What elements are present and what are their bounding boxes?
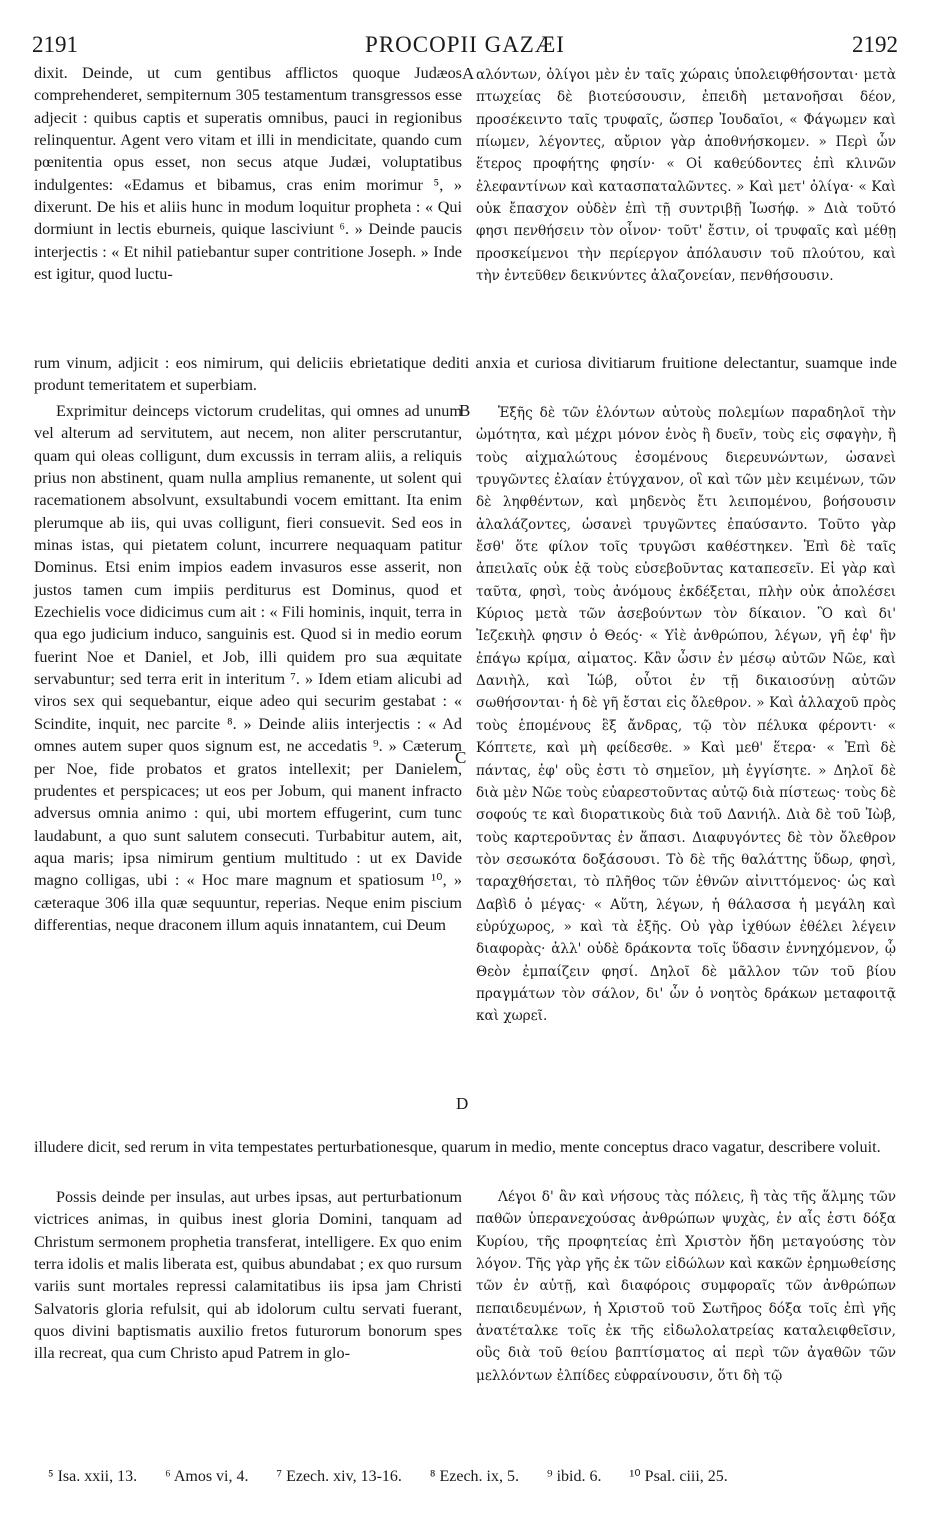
greek-column-d: [476, 1186, 896, 1387]
section-marker-c: C: [455, 748, 467, 767]
footnote: ¹⁰ Psal. ciii, 25.: [629, 1468, 728, 1485]
footnote: ⁵ Isa. xxii, 13.: [48, 1468, 138, 1485]
greek-text-b: Ἑξῆς δὲ τῶν ἑλόντων αὐτοὺς πολεμίων παραδηλοῖ τὴν ὠμότητα, καὶ μέχρι μόνον ἑνὸς ἢ δυεῖν, τοὺς εἰς σφαγὴν, ἢ τοὺς αἰχμαλώτους ἐσομένους διερευνώντων, ὡσανεὶ τρυγῶντες ἐλαίαν ἐτύγχανον, οἳ καὶ τῶν μὲν κειμένων, τῶν δὲ ληφθέντων, καὶ μηδενὸς ἔτι λειπομένου, βοήσουσιν ἀλαλάζοντες, ὡσανεὶ τρυγῶντες ἐπαύσαντο. Τοῦτο γὰρ ἔσθ' ὅτε φίλον τοῖς τρυγῶσι καθέστηκεν. Ἐπὶ δὲ ταῖς ἀπειλαῖς οὐκ ἐᾷ τοὺς εὐσεβοῦντας καταπεσεῖν. Εἰ γὰρ καὶ ταῦτα, φησὶ, τοὺς ἀνόμους ἐκδέξεται, πλὴν οὐκ ἀπολέσει Κύριος μετὰ τῶν ἀσεβούντων τὸν δίκαιον. Ὃ καὶ δι' Ἰεζεκιὴλ φησιν ὁ Θεός· « Υἱὲ ἀνθρώπου, λέγων, γῆ ἐφ' ἣν ἐπάγω κρίμα, αἱματος. Κἂν ὦσιν ἐν μέσῳ αὐτῶν Νῶε, καὶ Δανιὴλ, καὶ Ἰώβ, οὗτοι ἐν τῇ δικαιοσύνῃ αὐτῶν σωθήσονται· ἡ δὲ γῆ ἔσται εἰς ὄλεθρον. » Καὶ ἀλλαχοῦ πρὸς τοὺς ἑπομένους ἓξ ἄνδρας, τῷ τὸν πέλυκα φέροντι· « Κόπτετε, καὶ μὴ φείδεσθε. » Καὶ μεθ' ἕτερα· « Ἐπὶ δὲ πάντας, ἐφ' οὓς ἐστι τὸ σημεῖον, μὴ ἐγγίσητε. » Δηλοῖ δὲ διὰ μὲν Νῶε τοὺς εὐαρεστοῦντας αὐτῷ διὰ πίστεως· τοὺς δὲ σοφούς τε καὶ διορατικοὺς διὰ τοῦ Δανιήλ. Διὰ δὲ τοῦ Ἰὼβ, τοὺς καρτεροῦντας ἐν ἅπασι. Διαφυγόντες δὲ τὸν ὄλεθρον τὸν σεσωκότα δοξάσουσι. Τὸ δὲ τῆς θαλάττης ὕδωρ, φησὶ, ταραχθήσεται, τὸ πλῆθος τῶν ἐθνῶν αἰνιττόμενος· ὡς καὶ Δαβὶδ ὁ μέγας· « Αὕτη, λέγων, ἡ θάλασσα ἡ μεγάλη καὶ εὐρύχωρος, » καὶ τὰ ἑξῆς. Οὐ γὰρ ἰχθύων ἐθέλει λέγειν διαφορὰς· ἀλλ' οὐδὲ δράκοντα τοῖς ὕδασιν ἐννηχόμενον, ᾧ Θεὸν ἐμπαίζειν φησί. Δηλοῖ δὲ μᾶλλον τῶν τοῦ βίου πραγμάτων τὸν σάλον, δι' ὧν ὁ νοητὸς δράκων μεταφοιτᾷ καὶ χωρεῖ.: [476, 405, 896, 1025]
latin-text-d: Possis deinde per insulas, aut urbes ipsas, aut perturbationum victrices animas, in quibus inest gloria Domini, tanquam ad Christum sermonem prophetia transferat, intelligere. Ex quo enim terra idolis et malis liberata est, quibus abundabat ; ex quo rursum variis sunt mortales repressi calamitatibus iis ipsa jam Christi Salvatoris gloria refulsit, qui ab idolorum cultu servati fuerant, quos divini baptismatis auxilio fretos futurorum bonorum spes illa recreat, qua cum Christo apud Patrem in glo-: [34, 1188, 462, 1363]
page-header: [32, 32, 898, 62]
latin-text-b: Exprimitur deinceps victorum crudelitas, qui omnes ad unum vel alterum ad servitutem, aut necem, non aliter perscrutantur, quam qui oleas colligunt, dum excussis in terram aliis, a reliquis prius non abstinent, quam nulla amplius remanente, ut solent qui racemationem absolvunt, exsultabundi vocem emittant. Ita enim plerumque ab iis, qui uvas colligunt, fieri consuevit. Sed eos in minas istas, qui pietatem colunt, incurrere nequaquam patitur Dominus. Etsi enim impios eadem invasuros esse asserit, non justos tamen cum impiis perditurus est Dominus, quod et Ezechielis voce didicimus cum ait : « Fili hominis, inquit, terra in qua ego judicium induco, sanguinis est. Quod si in medio eorum fuerint Noe et Daniel, et Job, illi quidem pro sua æquitate servabuntur; sed terra erit in interitum ⁷. » Idem etiam alicubi ad viros sex qui sequebantur, eique adeo qui securim gestabat : « Scindite, inquit, nec parcite ⁸. » Deinde aliis interjectis : « Ad omnes autem super quos signum est, ne accedatis ⁹. » Cæterum per Noe, fide probatos et gratos intellexit; per Danielem, prudentes et perspicaces; ut eos per Jobum, qui manent infracto adversus omnia animo : qui, ubi mortem effugerint, cum tunc laudabunt, a quo sunt salutem consecuti. Turbabitur autem, ait, aqua maris; ipsa nimirum gentium multitudo : ut ex Davide magno colligas, ubi : « Hoc mare magnum et spatiosum ¹⁰, » cæteraque 306 illa quæ sequuntur, reperias. Neque enim piscium differentias, neque draconem illum aquis innatantem, cui Deum: [34, 402, 462, 934]
latin-fullwidth-a: [34, 352, 897, 397]
running-title: PROCOPII GAZÆI: [365, 32, 565, 57]
latin-column-a: [34, 62, 462, 285]
footnote: ⁹ ibid. 6.: [547, 1468, 602, 1485]
footnote: ⁷ Ezech. xiv, 13-16.: [276, 1468, 402, 1485]
section-marker-a: A: [462, 64, 475, 83]
section-marker-b: B: [459, 401, 471, 420]
greek-text-a: αλόντων, ὀλίγοι μὲν ἐν ταῖς χώραις ὑπολειφθήσονται· μετὰ πτωχείας δὲ βιοτεύσουσιν, ἐπειδὴ μετανοῆσαι δέον, προσέκειντο ταῖς τρυφαῖς, ὥσπερ Ἰουδαῖοι, « Φάγωμεν καὶ πίωμεν, λέγοντες, αὔριον γὰρ ἀποθνήσκομεν. » Περὶ ὧν ἕτερος προφήτης φησίν· « Οἱ καθεύδοντες ἐπὶ κλινῶν ἐλεφαντίνων καὶ κατασπαταλῶντες. » Καὶ μετ' ὀλίγα· « Καὶ οὐκ ἔπασχον οὐδὲν ἐπὶ τῇ συντριβῇ Ἰωσήφ. » Διὰ τοῦτό φησι πενθήσειν τὸν οἶνον· τοῦτ' ἔστιν, οἱ τρυφαῖς καὶ μέθῃ προσκείμενοι τὴν περίεργον ἀπόλαυσιν τοῦ πλούτου, καὶ τὴν ἐντεῦθεν δεικνύντες ἀλαζονείαν, πενθήσουσιν.: [476, 67, 896, 285]
page-number-left: 2191: [32, 32, 78, 57]
footnotes: [48, 1466, 898, 1486]
greek-column-b: [476, 402, 896, 1028]
greek-text-d: Λέγοι δ' ἂν καὶ νήσους τὰς πόλεις, ἢ τὰς τῆς ἅλμης τῶν παθῶν ὑπερανεχούσας ἀνθρώπων ψυχὰς, ἐν αἷς ἐστι δόξα Κυρίου, τῆς προφητείας ἐπὶ Χριστὸν ἤδη μεταγούσης τὸν λόγον. Τῆς γὰρ γῆς ἐκ τῶν εἰδώλων καὶ κακῶν ἐρημωθείσης τῶν ἐν αὐτῇ, καὶ διαφόροις συμφοραῖς τῶν ἀνθρώπων πεπαιδευμένων, ἡ Χριστοῦ τοῦ Σωτῆρος δόξα τοῖς ἐπὶ γῆς ἀνατέταλκε τοῖς ἐκ τῆς εἰδωλολατρείας καταλειφθεῖσιν, οὓς διὰ τοῦ θείου βαπτίσματος αἱ περὶ τῶν ἀγαθῶν τῶν μελλόντων ἐλπίδες εὐφραίνουσιν, ὅτι δὴ τῷ: [476, 1189, 896, 1384]
latin-column-d: [34, 1186, 462, 1365]
footnote: ⁶ Amos vi, 4.: [165, 1468, 249, 1485]
greek-column-a: [476, 64, 896, 287]
page-number-right: 2192: [852, 32, 898, 57]
latin-fulltext-b: illudere dicit, sed rerum in vita tempestates perturbationesque, quarum in medio, mente conceptus draco vagatur, describere voluit.: [34, 1138, 881, 1156]
latin-column-b: [34, 400, 462, 936]
latin-fulltext-a: rum vinum, adjicit : eos nimirum, qui deliciis ebrietatique dediti anxia et curiosa divitiarum fruitione delectantur, suamque inde produnt temeritatem et superbiam.: [34, 354, 897, 395]
latin-fullwidth-b: [34, 1136, 897, 1158]
latin-text-a: dixit. Deinde, ut cum gentibus afflictos quoque Judæos comprehenderet, sempiternum 305 testamentum transgressos esse adjecit : quibus captis et superatis omnibus, pauci in regionibus relinquentur. Agent vero vitam et illi in mendicitate, quando cum pœnitentia opus esset, non secus atque Judæi, voluptatibus indulgentes: «Edamus et bibamus, cras enim morimur ⁵, » dixerunt. De his et aliis hunc in modum loquitur propheta : « Qui dormiunt in lectis eburneis, quique lasciviunt ⁶. » Deinde paucis interjectis : « Et nihil patiebantur super contritione Joseph. » Inde est igitur, quod luctu-: [34, 64, 462, 284]
section-marker-d: D: [456, 1094, 469, 1113]
footnote: ⁸ Ezech. ix, 5.: [429, 1468, 519, 1485]
